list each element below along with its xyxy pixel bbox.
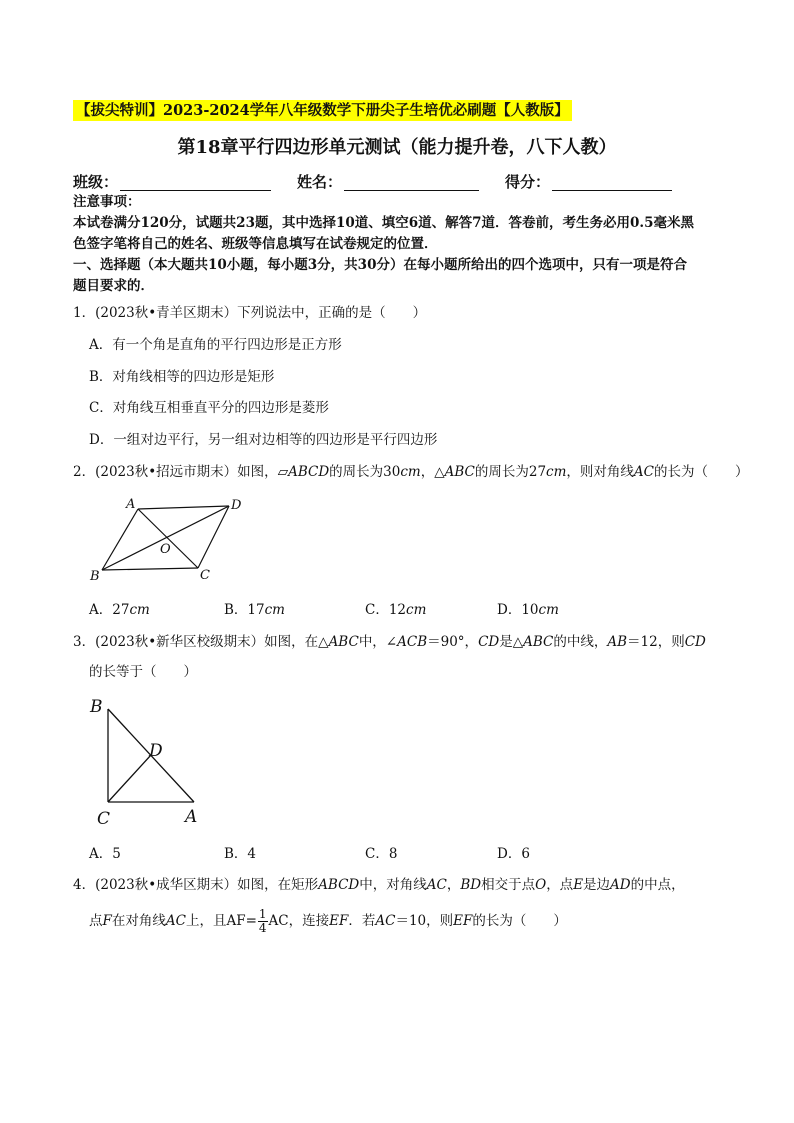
- score-label: 得分：: [505, 173, 551, 191]
- q3-option-a[interactable]: A．5: [89, 846, 121, 862]
- q4-stem-line-1: 4．(2023秋•成华区期末）如图，在矩形ABCD中，对角线AC，BD相交于点O，点E是边AD的中点，: [73, 877, 685, 893]
- q1-option-c[interactable]: C．对角线互相垂直平分的四边形是菱形: [89, 400, 329, 416]
- q3-median-cd: [108, 755, 151, 802]
- q2-side-cb: [102, 568, 198, 570]
- q2-stem: 2．(2023秋•招远市期末）如图，▱ABCD的周长为30cm，△ABC的周长为27cm，则对角线AC的长为（ ）: [73, 464, 749, 480]
- notice-line-2: 色签字笔将自己的姓名、班级等信息填写在试卷规定的位置．: [73, 236, 438, 252]
- class-label: 班级：: [73, 173, 119, 191]
- section-heading-line-2: 题目要求的．: [73, 278, 154, 294]
- q2-parallelogram-figure: [80, 492, 260, 587]
- name-label: 姓名：: [297, 173, 343, 191]
- section-heading-line-1: 一、选择题（本大题共10小题，每小题3分，共30分）在每小题所给出的四个选项中，只有一项是符合: [73, 257, 687, 273]
- q2-diagonal-ac: [138, 509, 198, 568]
- page-title: 第18章平行四边形单元测试（能力提升卷，八下人教）: [177, 137, 617, 158]
- notice-line-1: 本试卷满分120分，试题共23题，其中选择10道、填空6道、解答7道．答卷前，考生务必用0.5毫米黑: [73, 215, 695, 231]
- q1-option-a[interactable]: A．有一个角是直角的平行四边形是正方形: [89, 337, 342, 353]
- q2-label-o: O: [160, 542, 171, 557]
- q1-option-b[interactable]: B．对角线相等的四边形是矩形: [89, 369, 275, 385]
- q3-option-b[interactable]: B．4: [224, 846, 257, 862]
- q3-option-c[interactable]: C．8: [365, 846, 398, 862]
- q3-stem-line-1: 3．(2023秋•新华区校级期末）如图，在△ABC中，∠ACB＝90°，CD是△ABC的中线，AB＝12，则CD: [73, 634, 706, 650]
- q2-label-d: D: [231, 498, 242, 513]
- q2-option-c[interactable]: C．12cm: [365, 602, 427, 618]
- q4-stem-line-2: 点F在对角线AC上，且AF= $\frac{1}{4}$ AC，连接EF．若AC＝10，则EF的长为（ ）: [89, 907, 567, 935]
- q2-option-d[interactable]: D．10cm: [497, 602, 559, 618]
- q3-label-a: A: [185, 807, 198, 827]
- class-field[interactable]: [120, 190, 271, 191]
- q2-option-b[interactable]: B．17cm: [224, 602, 285, 618]
- q1-option-d[interactable]: D．一组对边平行，另一组对边相等的四边形是平行四边形: [89, 432, 438, 448]
- q2-side-ad: [138, 506, 229, 509]
- q3-triangle-figure: [84, 693, 214, 833]
- q3-label-d: D: [149, 741, 163, 761]
- notice-heading: 注意事项：: [73, 194, 141, 210]
- q4-fraction: $\frac{1}{4}$: [258, 907, 267, 935]
- series-banner: 【拔尖特训】2023-2024学年八年级数学下册尖子生培优必刷题【人教版】: [73, 100, 572, 121]
- q3-stem-line-2: 的长等于（ ）: [89, 664, 197, 680]
- name-field[interactable]: [344, 190, 479, 191]
- q2-option-a[interactable]: A．27cm: [89, 602, 150, 618]
- q3-label-b: B: [90, 697, 103, 717]
- q1-stem: 1．(2023秋•青羊区期末）下列说法中，正确的是（ ）: [73, 305, 427, 321]
- q2-label-a: A: [126, 497, 136, 512]
- score-field[interactable]: [552, 190, 672, 191]
- q2-side-dc: [198, 506, 229, 568]
- q2-label-c: C: [200, 568, 210, 583]
- q2-label-b: B: [90, 569, 100, 584]
- q3-option-d[interactable]: D．6: [497, 846, 530, 862]
- q3-label-c: C: [97, 809, 111, 829]
